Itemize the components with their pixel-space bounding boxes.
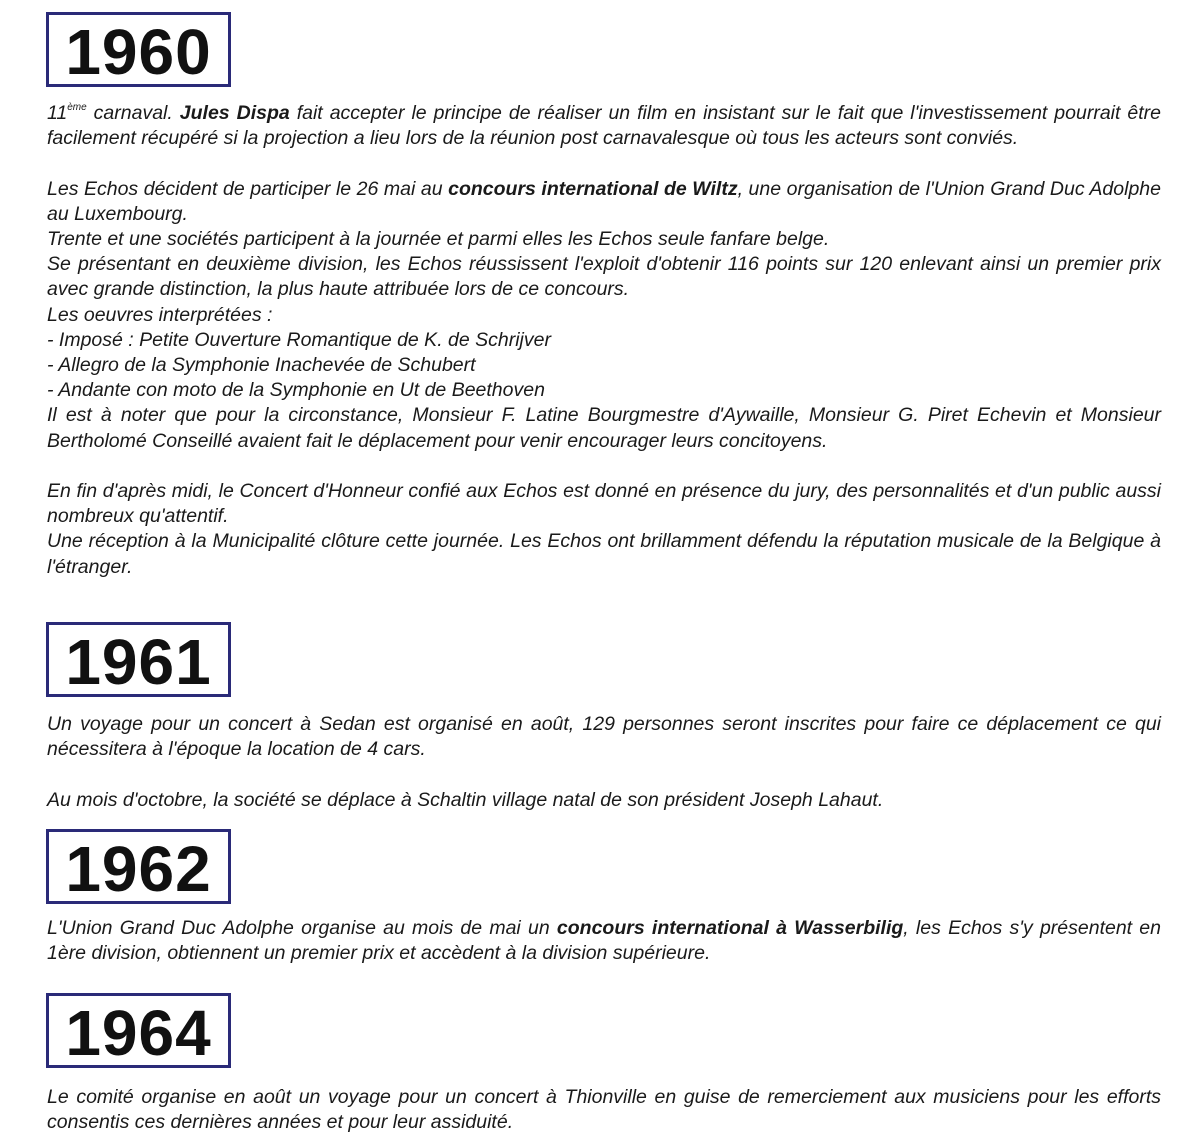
list-item: - Imposé : Petite Ouverture Romantique de K. de Schrijver [47, 328, 551, 351]
section-1962 [47, 916, 1161, 966]
year-label: 1960 [65, 15, 212, 88]
section-1961 [47, 712, 1161, 813]
section-1964 [47, 1085, 1161, 1135]
year-heading-1961 [46, 622, 231, 697]
year-heading-1960 [46, 12, 231, 87]
year-heading-1962 [46, 829, 231, 904]
paragraph: Un voyage pour un concert à Sedan est organisé en août, 129 personnes seront inscrites pour faire ce déplacement ce qui nécessitera à l'époque la location de 4 cars. [47, 713, 1161, 761]
year-label: 1962 [65, 832, 212, 905]
paragraph: Il est à noter que pour la circonstance, Monsieur F. Latine Bourgmestre d'Aywaille, Monsieur G. Piret Echevin et Monsieur Bertholomé Conseillé avaient fait le déplacement pour venir encourager leurs concitoyens. [47, 404, 1161, 452]
paragraph: Les oeuvres interprétées : [47, 303, 273, 326]
paragraph: Se présentant en deuxième division, les Echos réussissent l'exploit d'obtenir 116 points sur 120 enlevant ainsi un premier prix avec grande distinction, la plus haute attribuée lors de ce concours. [47, 253, 1161, 301]
paragraph: L'Union Grand Duc Adolphe organise au mois de mai un concours international à Wasserbilig, les Echos s'y présentent en 1ère division, obtiennent un premier prix et accèdent à la division supérieure. [47, 917, 1161, 965]
paragraph: Les Echos décident de participer le 26 mai au concours international de Wiltz, une organisation de l'Union Grand Duc Adolphe au Luxembourg. [47, 177, 1161, 225]
year-heading-1964 [46, 993, 231, 1068]
year-label: 1961 [65, 625, 212, 698]
list-item: - Andante con moto de la Symphonie en Ut de Beethoven [47, 379, 545, 402]
year-label: 1964 [65, 996, 212, 1069]
paragraph: 11ème carnaval. Jules Dispa fait accepter le principe de réaliser un film en insistant sur le fait que l'investissement pourrait être facilement récupéré si la projection a lieu lors de la réunion post carnavalesque où tous les acteurs sont conviés. [47, 102, 1161, 150]
paragraph: Au mois d'octobre, la société se déplace à Schaltin village natal de son président Joseph Lahaut. [47, 788, 884, 811]
paragraph: Le comité organise en août un voyage pour un concert à Thionville en guise de remerciement aux musiciens pour les efforts consentis ces dernières années et pour leur assiduité. [47, 1086, 1161, 1134]
paragraph: Trente et une sociétés participent à la journée et parmi elles les Echos seule fanfare belge. [47, 228, 830, 250]
list-item: - Allegro de la Symphonie Inachevée de Schubert [47, 354, 476, 377]
paragraph: En fin d'après midi, le Concert d'Honneur confié aux Echos est donné en présence du jury, des personnalités et d'un public aussi nombreux qu'attentif. [47, 480, 1161, 528]
section-1960 [47, 101, 1161, 580]
paragraph: Une réception à la Municipalité clôture cette journée. Les Echos ont brillamment défendu la réputation musicale de la Belgique à l'étranger. [47, 530, 1161, 578]
